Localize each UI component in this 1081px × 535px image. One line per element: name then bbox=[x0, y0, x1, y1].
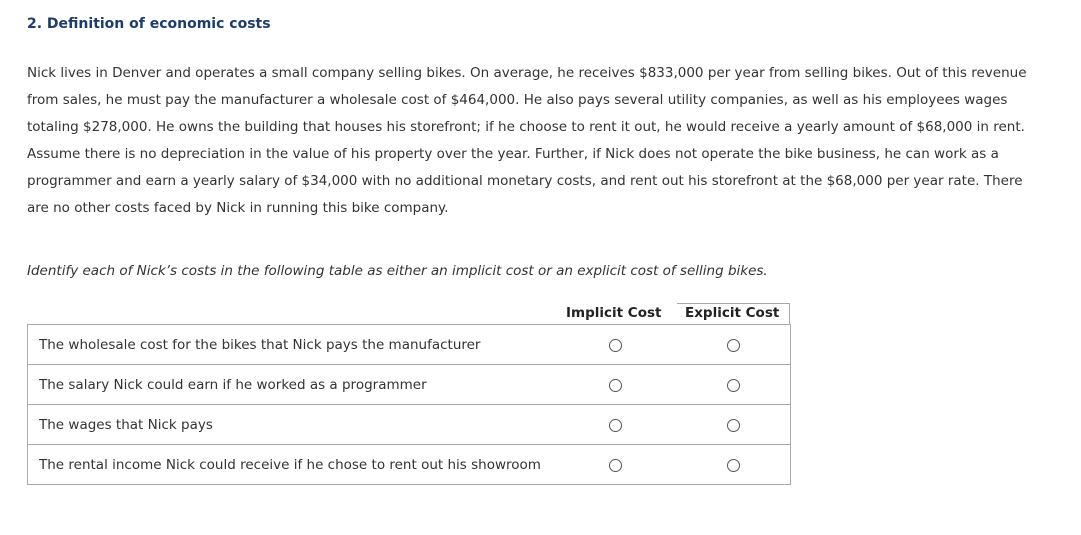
radio-implicit-rental[interactable] bbox=[609, 459, 622, 472]
passage-line: Nick lives in Denver and operates a small company selling bikes. On average, he receives $833,000 per year from selling bikes. Out of this revenue bbox=[27, 65, 1027, 81]
radio-explicit-rental[interactable] bbox=[727, 459, 740, 472]
passage-line: totaling $278,000. He owns the building that houses his storefront; if he choose to rent it out, he would receive a yearly amount of $68,000 in rent. bbox=[27, 119, 1025, 135]
radio-implicit-salary[interactable] bbox=[609, 379, 622, 392]
radio-implicit-wages[interactable] bbox=[609, 419, 622, 432]
row-label: The wholesale cost for the bikes that Nick pays the manufacturer bbox=[39, 337, 481, 353]
table-row bbox=[28, 405, 790, 445]
column-header-implicit: Implicit Cost bbox=[566, 305, 662, 321]
column-header-explicit: Explicit Cost bbox=[685, 305, 780, 321]
table-row bbox=[28, 365, 790, 405]
row-label: The rental income Nick could receive if he chose to rent out his showroom bbox=[39, 457, 541, 473]
section-title: 2. Definition of economic costs bbox=[27, 16, 271, 32]
table-row bbox=[28, 445, 790, 484]
passage-line: programmer and earn a yearly salary of $34,000 with no additional monetary costs, and rent out his storefront at the $68,000 per year rate. There bbox=[27, 173, 1023, 189]
row-label: The wages that Nick pays bbox=[39, 417, 213, 433]
problem-passage bbox=[27, 60, 1057, 222]
radio-implicit-wholesale[interactable] bbox=[609, 339, 622, 352]
passage-line: from sales, he must pay the manufacturer a wholesale cost of $464,000. He also pays several utility companies, as well as his employees wages bbox=[27, 92, 1008, 108]
radio-explicit-wholesale[interactable] bbox=[727, 339, 740, 352]
cost-classification-table bbox=[27, 324, 791, 485]
question-instruction: Identify each of Nick’s costs in the following table as either an implicit cost or an explicit cost of selling bikes. bbox=[27, 263, 768, 279]
row-label: The salary Nick could earn if he worked as a programmer bbox=[39, 377, 427, 393]
passage-line: Assume there is no depreciation in the value of his property over the year. Further, if Nick does not operate the bike business, he can work as a bbox=[27, 146, 999, 162]
passage-line: are no other costs faced by Nick in running this bike company. bbox=[27, 200, 449, 216]
radio-explicit-wages[interactable] bbox=[727, 419, 740, 432]
radio-explicit-salary[interactable] bbox=[727, 379, 740, 392]
table-row bbox=[28, 325, 790, 365]
